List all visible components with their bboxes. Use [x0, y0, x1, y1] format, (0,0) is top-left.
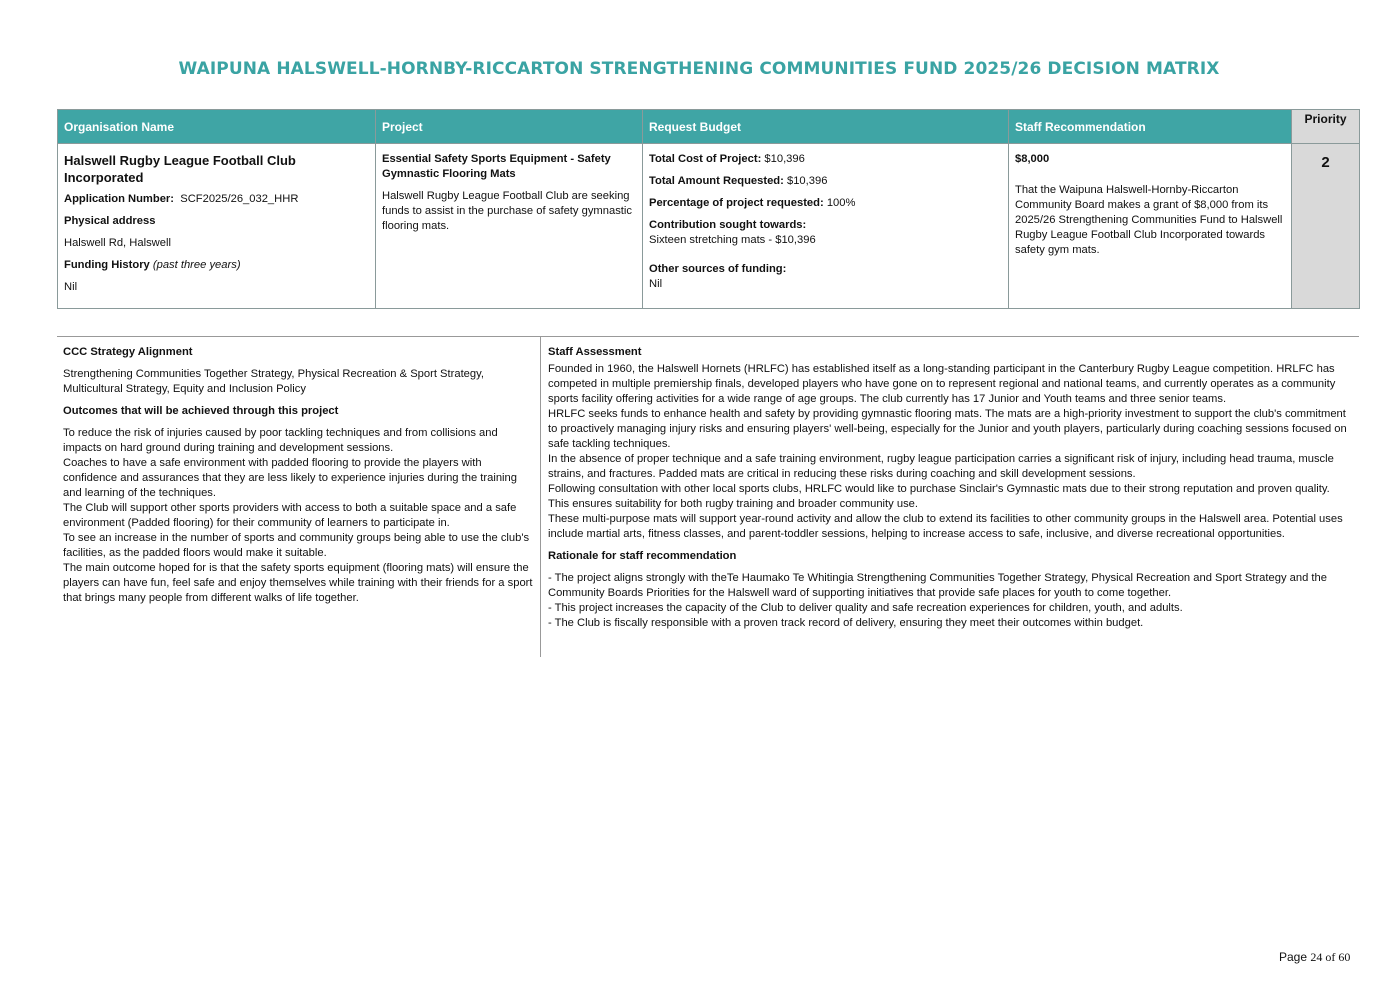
- organisation-name: Halswell Rugby League Football Club Incorporated: [64, 153, 296, 185]
- total-cost-value: $10,396: [764, 153, 805, 165]
- recommendation-cell: [1009, 144, 1292, 309]
- outcome-item: The main outcome hoped for is that the safety sports equipment (flooring mats) will ensure the players can have fun, feel safe and enjoy themselves while training with their friends for a sport that brings many people from different walks of life together.: [63, 562, 533, 604]
- application-number-label: Application Number:: [64, 193, 175, 205]
- physical-address-label: Physical address: [64, 215, 156, 227]
- total-cost: [649, 152, 1002, 167]
- assessment-section: [57, 336, 1359, 657]
- header-organisation-name: Organisation Name: [58, 110, 376, 144]
- funding-history-label: Funding History: [64, 259, 150, 271]
- project-title: Essential Safety Sports Equipment - Safety Gymnastic Flooring Mats: [382, 153, 611, 180]
- project-cell: [376, 144, 643, 309]
- assessment-paragraph: HRLFC seeks funds to enhance health and safety by providing gymnastic flooring mats. The mats are a high-priority investment to support the club's commitment to proactively managing injury risks and ensuring players' well-being, especially for the Junior and youth players, particularly during coaching sessions focused on safe tackling techniques.: [548, 408, 1347, 450]
- outcome-item: The Club will support other sports providers with access to both a suitable space and a safe environment (Padded flooring) for their community of learners to participate in.: [63, 502, 517, 529]
- rationale-heading: Rationale for staff recommendation: [548, 550, 737, 562]
- strategy-outcomes-panel: [57, 337, 541, 657]
- outcome-item: To see an increase in the number of sports and community groups being able to use the club's facilities, as the padded floors would make it suitable.: [63, 532, 530, 559]
- page-title: WAIPUNA HALSWELL-HORNBY-RICCARTON STRENGTHENING COMMUNITIES FUND 2025/26 DECISION MATRIX: [178, 59, 1220, 79]
- outcomes-heading: Outcomes that will be achieved through this project: [63, 405, 339, 417]
- assessment-paragraph: These multi-purpose mats will support year-round activity and allow the club to extend its facilities to other community groups in the Halswell area. Potential uses include martial arts, fitness classes, and parent-toddler sessions, helping to increase access to safe, inclusive, and diverse recreational opportunities.: [548, 513, 1343, 540]
- assessment-heading: Staff Assessment: [548, 346, 642, 358]
- page-label: Page: [1279, 950, 1308, 964]
- strategy-text: Strengthening Communities Together Strategy, Physical Recreation & Sport Strategy, Multicultural Strategy, Equity and Inclusion Policy: [63, 368, 484, 395]
- outcome-item: To reduce the risk of injuries caused by poor tackling techniques and from collisions and impacts on hard ground during training and development sessions.: [63, 427, 498, 454]
- organisation-cell: [58, 144, 376, 309]
- total-requested-label: Total Amount Requested:: [649, 175, 784, 187]
- priority-cell: [1292, 144, 1360, 309]
- table-header-row: [58, 110, 1360, 144]
- other-funding-label: Other sources of funding:: [649, 263, 787, 275]
- outcome-item: Coaches to have a safe environment with padded flooring to provide the players with confidence and assurances that they are less likely to experience injuries during the training and learning of the techniques.: [63, 457, 517, 499]
- rationale-item: - The project aligns strongly with theTe Haumako Te Whitingia Strengthening Communities Together Strategy, Physical Recreation and Sport Strategy and the Community Boards Priorities for the Halswell ward of supporting initiatives that provide safe places for youth to come together.: [548, 572, 1327, 599]
- total-requested-value: $10,396: [786, 175, 828, 187]
- rationale-item: - This project increases the capacity of the Club to deliver quality and safe recreation experiences for children, youth, and adults.: [548, 602, 1183, 614]
- assessment-paragraph: Following consultation with other local sports clubs, HRLFC would like to purchase Sinclair's Gymnastic mats due to their strong reputation and proven quality. This ensures suitability for both rugby training and broader community use.: [548, 483, 1330, 510]
- contribution-label: Contribution sought towards:: [649, 219, 807, 231]
- staff-assessment-panel: [542, 337, 1359, 657]
- total-cost-label: Total Cost of Project:: [649, 153, 762, 165]
- assessment-paragraph: In the absence of proper technique and a safe training environment, rugby league participation carries a significant risk of injury, including head trauma, muscle strains, and fractures. Padded mats are critical in reducing these risks during coaching and skill development sessions.: [548, 453, 1334, 480]
- table-row: [58, 144, 1360, 309]
- percentage-label: Percentage of project requested:: [649, 197, 824, 209]
- application-number: [64, 192, 369, 207]
- header-priority: Priority: [1292, 110, 1360, 144]
- header-project: Project: [376, 110, 643, 144]
- header-staff-recommendation: Staff Recommendation: [1009, 110, 1292, 144]
- total-requested: [649, 174, 1002, 189]
- project-description: Halswell Rugby League Football Club are seeking funds to assist in the purchase of safety gymnastic flooring mats.: [382, 190, 632, 232]
- decision-matrix-table: [57, 109, 1360, 309]
- assessment-paragraph: Founded in 1960, the Halswell Hornets (HRLFC) has established itself as a long-standing participant in the Canterbury Rugby League competition. HRLFC has competed in multiple premiership finals, developed players who have gone on to represent regional and national teams, and currently operates as a community sports facility offering activities for a wide range of age groups. The club currently has 17 Junior and Youth teams and three senior teams.: [548, 363, 1336, 405]
- physical-address-value: Halswell Rd, Halswell: [64, 237, 171, 249]
- funding-history: [64, 258, 369, 273]
- page-number: 24 of 60: [1310, 950, 1351, 964]
- percentage-value: 100%: [826, 197, 856, 209]
- application-number-value: SCF2025/26_032_HHR: [180, 193, 299, 205]
- priority-value: 2: [1321, 154, 1330, 171]
- recommendation-amount: $8,000: [1015, 153, 1050, 165]
- rationale-item: - The Club is fiscally responsible with a proven track record of delivery, ensuring they meet their outcomes within budget.: [548, 617, 1144, 629]
- strategy-heading: CCC Strategy Alignment: [63, 346, 193, 358]
- page-footer: [1279, 950, 1350, 965]
- other-funding-value: Nil: [649, 278, 663, 290]
- recommendation-text: That the Waipuna Halswell-Hornby-Riccarton Community Board makes a grant of $8,000 from its 2025/26 Strengthening Communities Fund to Halswell Rugby League Football Club Incorporated towards safety gym mats.: [1015, 184, 1283, 256]
- contribution-value: Sixteen stretching mats - $10,396: [649, 234, 816, 246]
- header-request-budget: Request Budget: [643, 110, 1009, 144]
- funding-history-note: (past three years): [152, 259, 241, 271]
- budget-cell: [643, 144, 1009, 309]
- percentage-requested: [649, 196, 1002, 211]
- funding-history-value: Nil: [64, 281, 78, 293]
